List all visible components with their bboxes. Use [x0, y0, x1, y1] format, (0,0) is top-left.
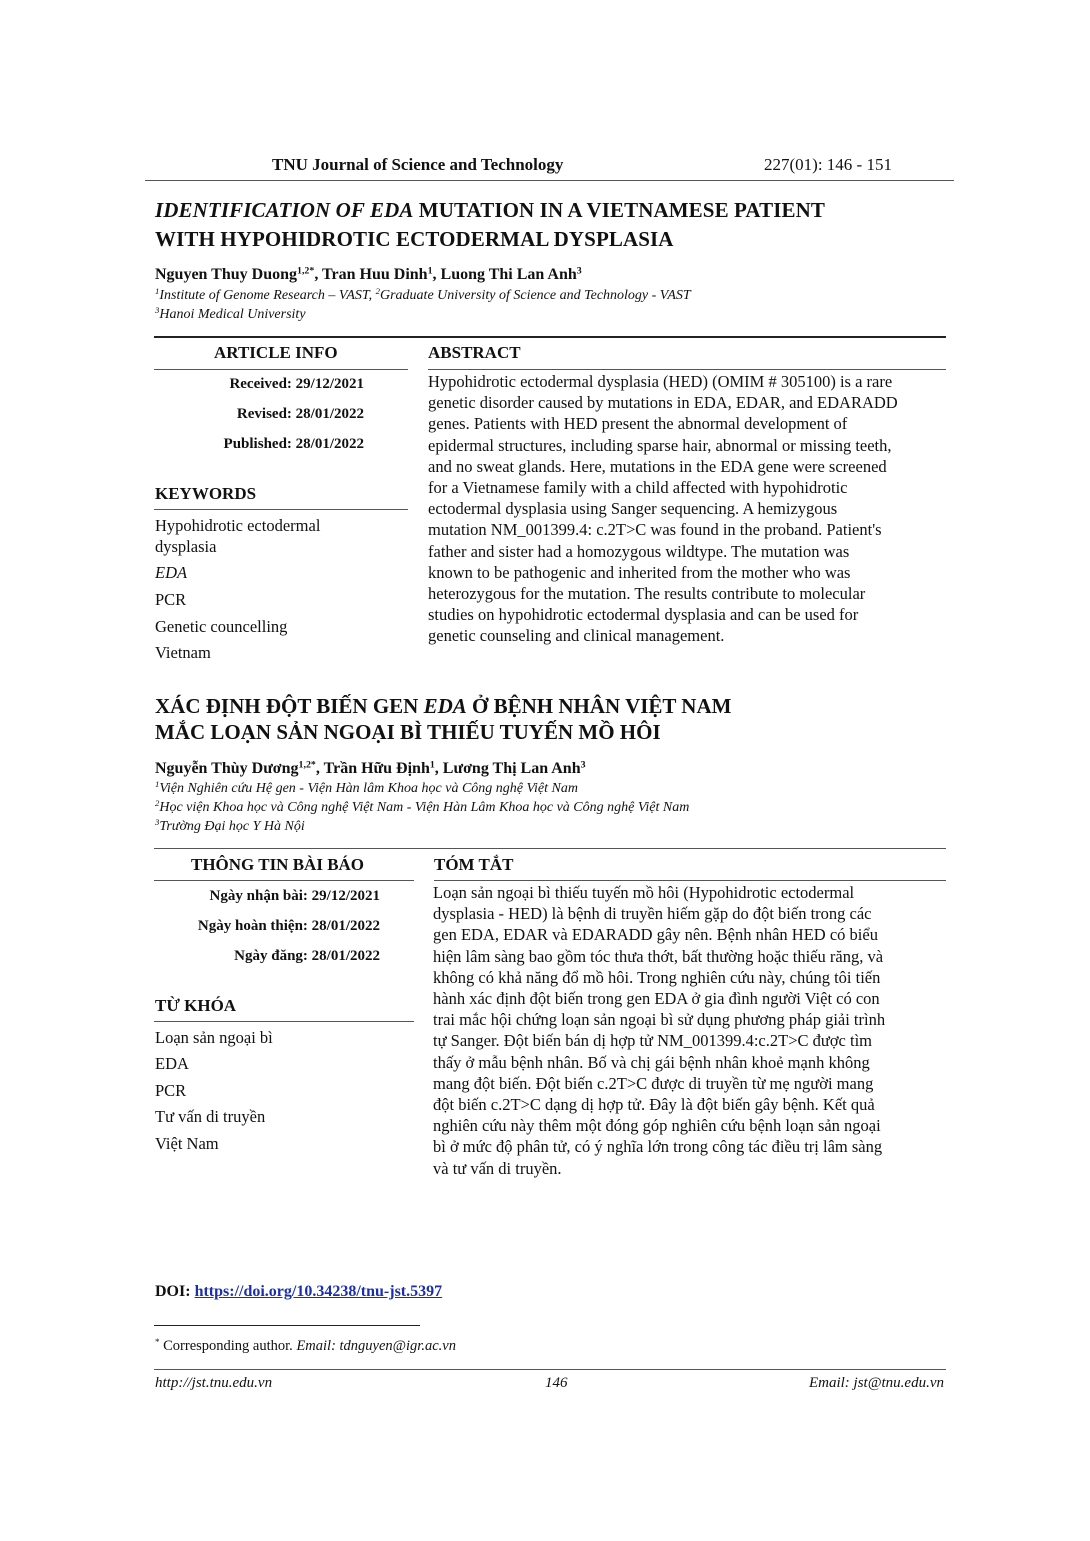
affil-text: Viện Nghiên cứu Hệ gen - Viện Hàn lâm Khoa học và Công nghệ Việt Nam — [159, 781, 578, 796]
abstract-line: ectodermal dysplasia using Sanger sequencing. A hemizygous — [428, 499, 838, 519]
affil-text: Học viện Khoa học và Công nghệ Việt Nam - Viện Hàn Lâm Khoa học và Công nghệ Việt Nam — [159, 800, 690, 815]
affil-text: Trường Đại học Y Hà Nội — [159, 819, 305, 834]
abstract-line: genetic counseling and clinical management. — [428, 626, 725, 646]
doi-label: DOI: — [155, 1283, 195, 1300]
vi-received-date: Ngày nhận bài: 29/12/2021 — [209, 888, 380, 904]
affiliation-line-2 — [155, 307, 306, 323]
keyword-item: dysplasia — [155, 537, 217, 556]
page-number: 146 — [545, 1375, 568, 1391]
abstract-line: nghiên cứu này thêm một đóng góp nghiên cứu bệnh loạn sản ngoại — [433, 1116, 881, 1136]
abstract-line: dysplasia - HED) là bệnh di truyền hiếm gặp do đột biến trong các — [433, 904, 872, 924]
abstract-line: hành xác định đột biến trong gen EDA ở gia đình người Việt có con — [433, 989, 880, 1009]
affiliation-vi-3 — [155, 819, 305, 835]
author-sep: , — [315, 760, 324, 777]
affil-text: Graduate University of Science and Technology - VAST — [380, 288, 691, 303]
footer-rule — [154, 1369, 946, 1370]
abstract-en — [428, 371, 945, 647]
title-vi-italic: EDA — [423, 694, 467, 718]
abstract-line: không có khả năng đổ mồ hôi. Trong nghiên cứu này, chúng tôi tiến — [433, 967, 881, 987]
affiliation-line-1 — [155, 288, 691, 304]
doi-link[interactable]: https://doi.org/10.34238/tnu-jst.5397 — [194, 1283, 443, 1300]
author-sep: , — [314, 266, 323, 283]
vi-keywords-rule — [154, 1021, 414, 1022]
abstract-line: for a Vietnamese family with a child affected with hypohidrotic — [428, 478, 848, 498]
paper-title-en — [155, 196, 915, 254]
keyword-item: Loạn sản ngoại bì — [155, 1028, 273, 1047]
info-rule — [154, 369, 408, 370]
abstract-line: và tư vấn di truyền. — [433, 1158, 562, 1178]
abstract-line: gen EDA, EDAR và EDARADD gây nên. Bệnh nhân HED có biểu — [433, 925, 878, 945]
keyword-item: Tư vấn di truyền — [155, 1107, 266, 1126]
abstract-line: studies on hypohidrotic ectodermal dysplasia and can be used for — [428, 605, 859, 625]
keyword-item: Vietnam — [155, 643, 211, 662]
keywords-rule — [154, 509, 408, 510]
title-vi-part: XÁC ĐỊNH ĐỘT BIẾN GEN — [155, 694, 424, 718]
abstract-line: đột biến c.2T>C dạng dị hợp tử. Đây là đột biến gây bệnh. Kết quả — [433, 1095, 875, 1115]
keyword-item: Genetic councelling — [155, 617, 288, 636]
author-affil-sup: 1,2* — [296, 265, 315, 277]
info-top-rule — [154, 336, 946, 338]
affil-sup: 1 — [155, 286, 160, 297]
published-date: Published: 28/01/2022 — [223, 436, 364, 452]
abstract-line: genetic disorder caused by mutations in EDA, EDAR, and EDARADD — [428, 393, 898, 413]
keywords-heading: KEYWORDS — [155, 484, 257, 503]
author-affil-sup: 3 — [576, 265, 582, 277]
abstract-line: and no sweat glands. Here, mutations in the EDA gene were screened — [428, 456, 887, 476]
author-name: Nguyễn Thùy Dương — [155, 760, 299, 777]
author-affil-sup: 1,2* — [298, 759, 316, 771]
keyword-item: PCR — [155, 1081, 187, 1100]
keyword-item: Hypohidrotic ectodermal — [155, 516, 321, 535]
author-affil-sup: 3 — [580, 759, 586, 771]
abstract-line: epidermal structures, including sparse hair, abnormal or missing teeth, — [428, 435, 892, 455]
keyword-item: EDA — [155, 1054, 189, 1073]
footnote-text: Corresponding author. — [159, 1338, 297, 1354]
author-name: Luong Thi Lan Anh — [440, 266, 577, 283]
paper-title-vi — [155, 693, 731, 745]
abstract-line: tự Sanger. Đột biến bán dị hợp tử NM_001399.4:c.2T>C được tìm — [433, 1031, 873, 1051]
volume-pages: 227(01): 146 - 151 — [764, 155, 892, 174]
journal-name: TNU Journal of Science and Technology — [272, 155, 564, 174]
keyword-item: EDA — [155, 563, 188, 582]
abstract-line: trai mắc hội chứng loạn sản ngoại bì sử dụng phương pháp giải trình — [433, 1010, 886, 1030]
author-name: Trần Hữu Định — [323, 760, 430, 777]
vi-abstract-rule — [434, 880, 946, 881]
affiliation-vi-2 — [155, 800, 689, 816]
header-rule — [145, 180, 954, 181]
footnote-rule — [154, 1325, 420, 1326]
abstract-vi — [433, 882, 945, 1179]
author-sep: , — [434, 760, 443, 777]
abstract-line: hiện lâm sàng bao gồm tóc thưa thớt, bất thường hoặc thiếu răng, và — [433, 946, 884, 966]
affil-text: Institute of Genome Research – VAST, — [159, 288, 376, 303]
vi-keywords-heading: TỪ KHÓA — [155, 996, 237, 1015]
vi-info-top-rule — [154, 848, 946, 849]
footnote-email: Email: tdnguyen@igr.ac.vn — [296, 1338, 456, 1354]
affil-sup: 2 — [155, 798, 160, 809]
abstract-line: mutation NM_001399.4: c.2T>C was found in the proband. Patient's — [428, 520, 882, 540]
abstract-rule — [428, 369, 946, 370]
title-part-1: MUTATION IN A VIETNAMESE PATIENT — [413, 198, 825, 222]
abstract-line: heterozygous for the mutation. The results contribute to molecular — [428, 584, 866, 604]
abstract-line: Hypohidrotic ectodermal dysplasia (HED) (OMIM # 305100) is a rare — [428, 372, 893, 391]
revised-date: Revised: 28/01/2022 — [236, 406, 364, 422]
doi-line — [155, 1283, 442, 1301]
author-name: Lương Thị Lan Anh — [442, 760, 581, 777]
abstract-line: father and sister had a homozygous wildtype. The mutation was — [428, 541, 850, 561]
title-vi-part: Ở BỆNH NHÂN VIỆT NAM — [466, 694, 732, 718]
affil-sup: 1 — [155, 779, 160, 790]
author-name: Tran Huu Dinh — [322, 266, 428, 283]
author-affil-sup: 1 — [427, 265, 433, 277]
abstract-line: genes. Patients with HED present the abnormal development of — [428, 414, 848, 434]
footnote-mark: * — [155, 1337, 160, 1348]
keyword-item: Việt Nam — [155, 1134, 219, 1153]
abstract-heading: ABSTRACT — [428, 343, 521, 362]
title-vi-line-2: MẮC LOẠN SẢN NGOẠI BÌ THIẾU TUYẾN MỒ HÔI — [155, 720, 661, 744]
footer-website[interactable]: http://jst.tnu.edu.vn — [155, 1375, 273, 1391]
vi-published-date: Ngày đăng: 28/01/2022 — [234, 948, 380, 964]
vi-abstract-heading: TÓM TẮT — [434, 855, 514, 874]
title-italic-part: IDENTIFICATION OF EDA — [155, 198, 414, 222]
abstract-line: mang đột biến. Đột biến c.2T>C được di truyền từ mẹ người mang — [433, 1073, 874, 1093]
abstract-line: Loạn sản ngoại bì thiếu tuyến mồ hôi (Hypohidrotic ectodermal — [433, 883, 855, 902]
vi-article-info-heading: THÔNG TIN BÀI BÁO — [191, 855, 365, 874]
affil-sup: 2 — [375, 286, 380, 297]
affil-text: Hanoi Medical University — [159, 307, 306, 322]
title-line-2: WITH HYPOHIDROTIC ECTODERMAL DYSPLASIA — [155, 227, 674, 251]
abstract-line: known to be pathogenic and inherited from the mother who was — [428, 562, 851, 582]
abstract-line: thấy ở mẫu bệnh nhân. Bố và chị gái bệnh nhân khoẻ mạnh không — [433, 1052, 870, 1072]
author-affil-sup: 1 — [429, 759, 435, 771]
footnote — [155, 1338, 456, 1355]
keyword-item: PCR — [155, 590, 187, 609]
article-info-heading: ARTICLE INFO — [214, 343, 338, 362]
author-name: Nguyen Thuy Duong — [155, 266, 297, 283]
author-sep: , — [432, 266, 441, 283]
footer-email[interactable]: Email: jst@tnu.edu.vn — [808, 1375, 944, 1391]
vi-revised-date: Ngày hoàn thiện: 28/01/2022 — [197, 918, 380, 934]
affil-sup: 3 — [155, 305, 160, 316]
abstract-line: bì ở mức độ phân tử, có ý nghĩa lớn trong công tác điều trị lâm sàng — [433, 1137, 883, 1157]
authors-vi — [155, 760, 586, 778]
affil-sup: 3 — [155, 817, 160, 828]
vi-info-rule — [154, 880, 414, 881]
affiliation-vi-1 — [155, 781, 578, 797]
authors-en — [155, 266, 582, 284]
received-date: Received: 29/12/2021 — [229, 376, 364, 392]
